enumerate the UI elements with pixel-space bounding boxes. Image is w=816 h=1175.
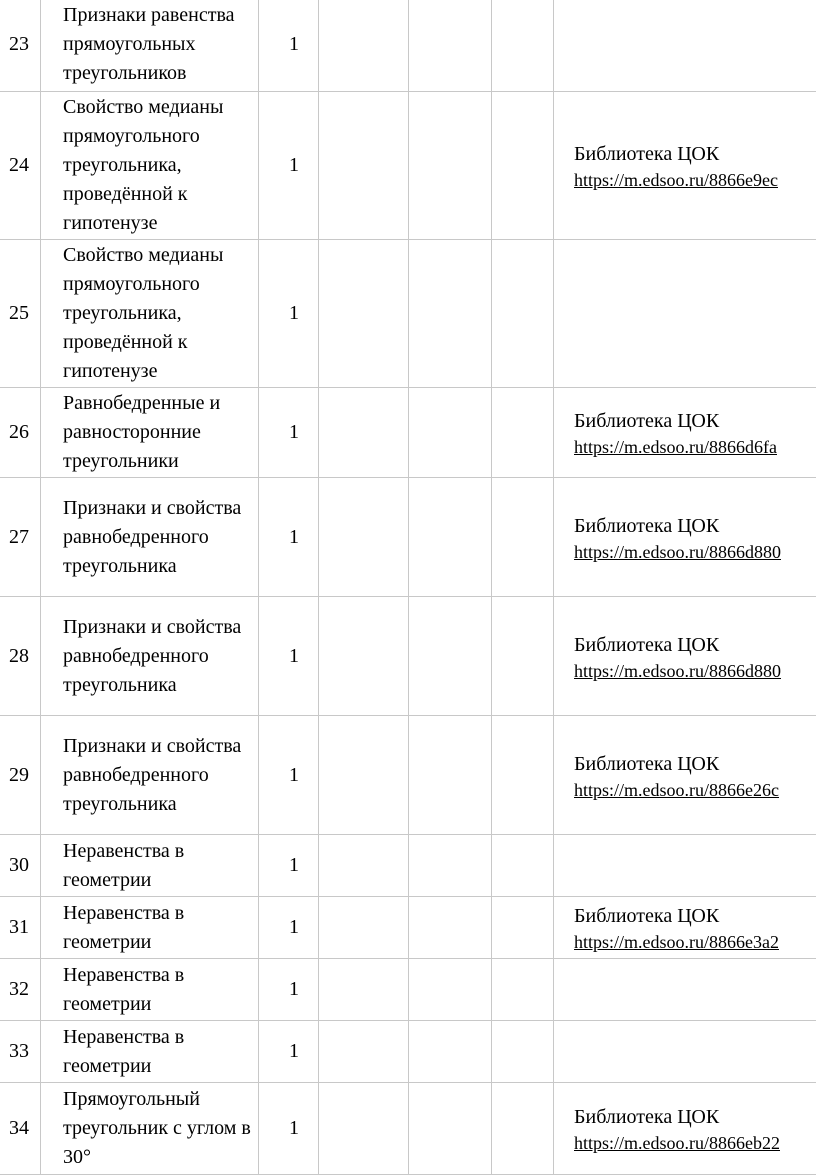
practical-works-cell [409,897,492,959]
resource-cell [554,716,816,835]
lesson-number: 32 [0,959,41,1021]
resource-title: Библиотека ЦОК [574,905,720,927]
lesson-topic: Неравенства в геометрии [41,897,259,959]
lesson-number: 26 [0,388,41,478]
date-cell [492,1083,554,1175]
resource-title: Библиотека ЦОК [574,633,720,656]
lesson-topic: Неравенства в геометрии [41,1021,259,1083]
lesson-number: 33 [0,1021,41,1083]
resource-link[interactable]: https://m.edsoo.ru/8866e9ec [574,170,778,190]
table-row [0,897,816,959]
lesson-hours: 1 [259,716,319,835]
date-cell [492,959,554,1021]
lesson-number: 23 [0,0,41,92]
control-works-cell [319,716,409,835]
date-cell [492,1021,554,1083]
table-row [0,388,816,478]
practical-works-cell [409,388,492,478]
resource-title: Библиотека ЦОК [574,143,720,165]
date-cell [492,597,554,716]
resource-cell [554,92,816,240]
table-row [0,716,816,835]
lesson-topic: Прямоугольный треугольник с углом в 30° [41,1083,259,1175]
table-row [0,478,816,597]
resource-cell [554,1021,816,1083]
lesson-number: 29 [0,716,41,835]
practical-works-cell [409,0,492,92]
date-cell [492,0,554,92]
resource-title: Библиотека ЦОК [574,410,720,432]
practical-works-cell [409,716,492,835]
table-row [0,240,816,388]
lesson-hours: 1 [259,597,319,716]
resource-cell [554,597,816,716]
table-row [0,1083,816,1175]
control-works-cell [319,388,409,478]
lesson-topic: Признаки и свойства равнобедренного треугольника [41,478,259,597]
control-works-cell [319,897,409,959]
lesson-number: 25 [0,240,41,388]
control-works-cell [319,1021,409,1083]
practical-works-cell [409,1021,492,1083]
table-row [0,835,816,897]
lesson-topic: Признаки и свойства равнобедренного треугольника [41,597,259,716]
practical-works-cell [409,959,492,1021]
date-cell [492,478,554,597]
resource-cell [554,240,816,388]
resource-cell [554,478,816,597]
lesson-hours: 1 [259,1021,319,1083]
date-cell [492,897,554,959]
table-row [0,92,816,240]
practical-works-cell [409,835,492,897]
resource-link[interactable]: https://m.edsoo.ru/8866d880 [574,660,781,681]
resource-cell [554,0,816,92]
lesson-hours: 1 [259,835,319,897]
practical-works-cell [409,92,492,240]
lesson-topic: Признаки и свойства равнобедренного треугольника [41,716,259,835]
lesson-number: 31 [0,897,41,959]
practical-works-cell [409,597,492,716]
practical-works-cell [409,240,492,388]
lesson-topic: Свойство медианы прямоугольного треугольника, проведённой к гипотенузе [41,92,259,240]
lesson-topic: Неравенства в геометрии [41,835,259,897]
lesson-number: 34 [0,1083,41,1175]
resource-link[interactable]: https://m.edsoo.ru/8866eb22 [574,1133,780,1153]
lesson-hours: 1 [259,897,319,959]
resource-cell [554,959,816,1021]
resource-title: Библиотека ЦОК [574,752,720,775]
table-row [0,0,816,92]
lesson-hours: 1 [259,240,319,388]
resource-cell [554,388,816,478]
lesson-hours: 1 [259,388,319,478]
resource-link[interactable]: https://m.edsoo.ru/8866e26c [574,779,779,800]
date-cell [492,388,554,478]
date-cell [492,92,554,240]
lesson-hours: 1 [259,0,319,92]
table-row [0,1021,816,1083]
lesson-hours: 1 [259,92,319,240]
resource-link[interactable]: https://m.edsoo.ru/8866e3a2 [574,932,779,952]
control-works-cell [319,92,409,240]
lesson-hours: 1 [259,959,319,1021]
control-works-cell [319,835,409,897]
table-row [0,597,816,716]
control-works-cell [319,959,409,1021]
lesson-number: 27 [0,478,41,597]
date-cell [492,240,554,388]
resource-title: Библиотека ЦОК [574,1106,720,1128]
resource-cell [554,835,816,897]
lesson-topic: Неравенства в геометрии [41,959,259,1021]
date-cell [492,716,554,835]
lesson-topic: Признаки равенства прямоугольных треугольников [41,0,259,92]
practical-works-cell [409,478,492,597]
control-works-cell [319,0,409,92]
lesson-number: 30 [0,835,41,897]
control-works-cell [319,1083,409,1175]
control-works-cell [319,597,409,716]
lesson-topic: Равнобедренные и равносторонние треугольники [41,388,259,478]
table-row [0,959,816,1021]
lesson-number: 28 [0,597,41,716]
lesson-number: 24 [0,92,41,240]
resource-title: Библиотека ЦОК [574,514,720,537]
practical-works-cell [409,1083,492,1175]
resource-cell [554,1083,816,1175]
resource-cell [554,897,816,959]
lesson-topic: Свойство медианы прямоугольного треугольника, проведённой к гипотенузе [41,240,259,388]
lesson-hours: 1 [259,1083,319,1175]
control-works-cell [319,240,409,388]
resource-link[interactable]: https://m.edsoo.ru/8866d6fa [574,437,777,457]
date-cell [492,835,554,897]
control-works-cell [319,478,409,597]
resource-link[interactable]: https://m.edsoo.ru/8866d880 [574,541,781,562]
lesson-hours: 1 [259,478,319,597]
